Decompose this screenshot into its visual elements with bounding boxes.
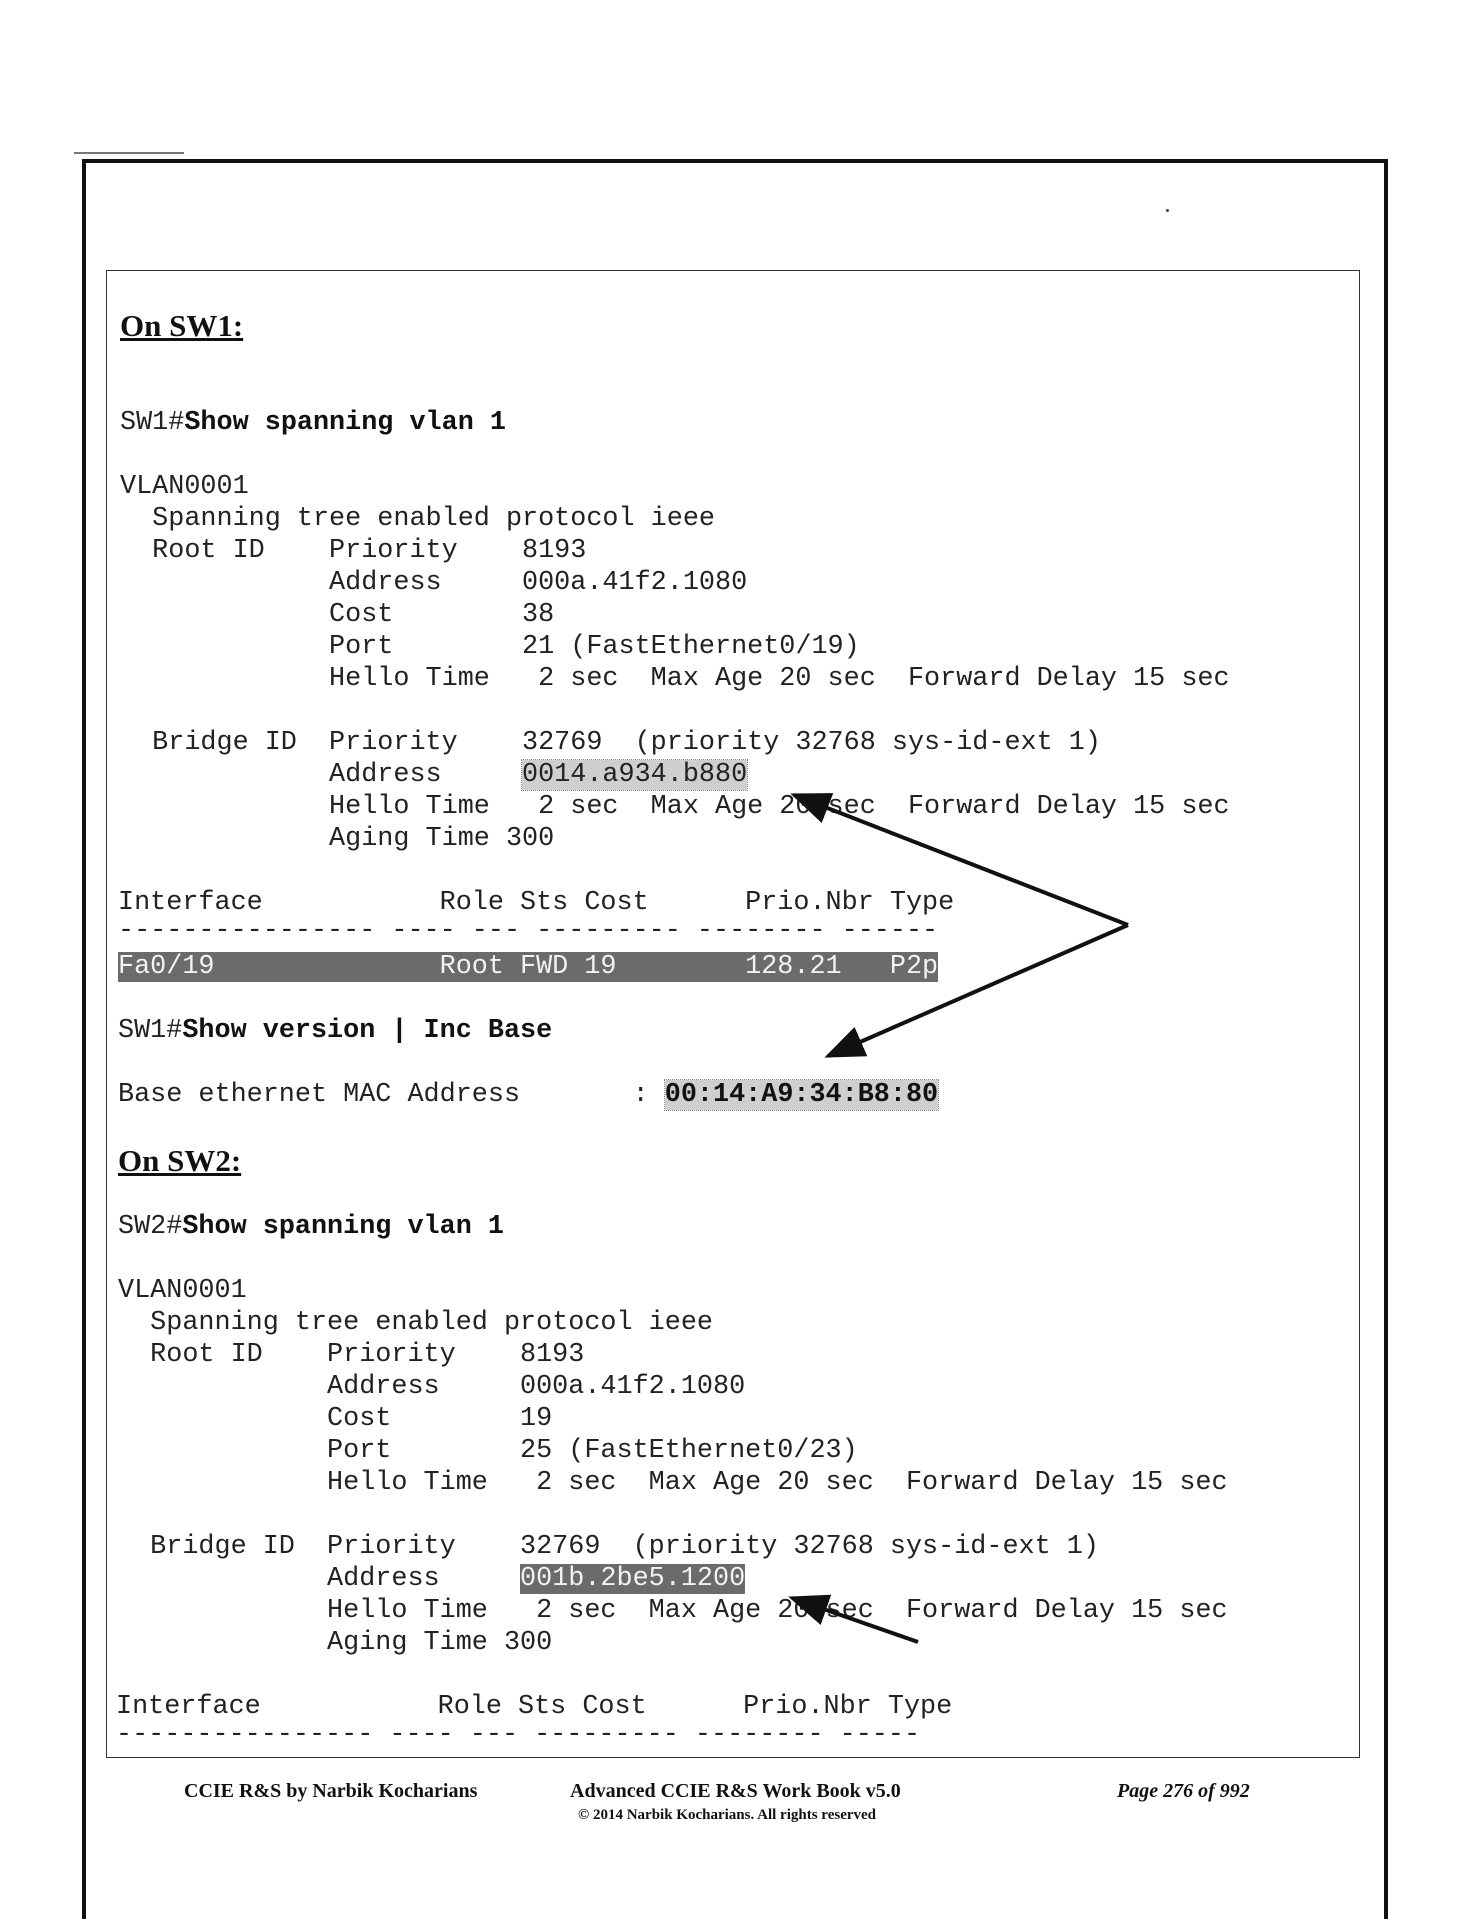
sw1-root-address: Address 000a.41f2.1080 [120, 568, 748, 598]
sw1-table-row [118, 951, 938, 983]
section-heading-sw2: On SW2: [118, 1143, 242, 1178]
sw2-bridge-priority: Bridge ID Priority 32769 (priority 32768 sys-id-ext 1) [118, 1532, 1099, 1562]
footer-page-number: Page 276 of 992 [1117, 1780, 1250, 1802]
sw1-root-cost: Cost 38 [120, 600, 555, 630]
sw2-vlan: VLAN0001 [118, 1276, 247, 1306]
scan-speck [1166, 209, 1169, 212]
sw2-command: Show spanning vlan 1 [182, 1212, 504, 1242]
sw1-bridge-hello: Hello Time 2 sec Max Age 20 sec Forward Delay 15 sec [120, 792, 1230, 822]
footer-author: CCIE R&S by Narbik Kocharians [184, 1780, 478, 1802]
footer-copyright: © 2014 Narbik Kocharians. All rights reserved [578, 1807, 877, 1823]
sw2-root-hello: Hello Time 2 sec Max Age 20 sec Forward Delay 15 sec [118, 1468, 1228, 1498]
sw1-root-hello: Hello Time 2 sec Max Age 20 sec Forward Delay 15 sec [120, 664, 1230, 694]
sw2-command-line [118, 1211, 504, 1243]
sw1-root-port-row-highlight: Fa0/19 Root FWD 19 128.21 P2p [118, 952, 939, 982]
sw1-command-2: Show version | Inc Base [182, 1016, 553, 1046]
sw2-table-header: Interface Role Sts Cost Prio.Nbr Type [116, 1692, 953, 1722]
sw1-base-mac-label: Base ethernet MAC Address : [118, 1080, 665, 1110]
sw2-root-port: Port 25 (FastEthernet0/23) [118, 1436, 858, 1466]
sw2-table-divider: ---------------- ---- --- --------- -------- ----- [116, 1720, 921, 1750]
sw1-vlan: VLAN0001 [120, 472, 249, 502]
sw1-root-port: Port 21 (FastEthernet0/19) [120, 632, 860, 662]
sw1-bridge-aging: Aging Time 300 [120, 824, 555, 854]
sw1-command: Show spanning vlan 1 [184, 408, 506, 438]
sw1-table-divider: ---------------- ---- --- --------- -------- ------ [118, 916, 939, 946]
sw2-bridge-address [118, 1563, 745, 1595]
sw2-protocol-line: Spanning tree enabled protocol ieee [118, 1308, 713, 1338]
sw1-bridge-address-label: Address [120, 760, 523, 790]
sw1-bridge-priority: Bridge ID Priority 32769 (priority 32768 sys-id-ext 1) [120, 728, 1101, 758]
sw2-bridge-mac-highlight: 001b.2be5.1200 [520, 1564, 746, 1594]
sw2-root-cost: Cost 19 [118, 1404, 553, 1434]
footer-book-title: Advanced CCIE R&S Work Book v5.0 [570, 1780, 901, 1802]
sw1-command-line [120, 407, 506, 439]
sw2-prompt: SW2# [118, 1212, 183, 1242]
sw1-bridge-address [120, 759, 747, 791]
sw2-bridge-hello: Hello Time 2 sec Max Age 20 sec Forward Delay 15 sec [118, 1596, 1228, 1626]
sw1-bridge-mac-highlight: 0014.a934.b880 [522, 760, 748, 790]
sw2-bridge-address-label: Address [118, 1564, 521, 1594]
scan-artifact-line [74, 152, 184, 154]
sw1-prompt: SW1# [120, 408, 185, 438]
sw1-protocol-line: Spanning tree enabled protocol ieee [120, 504, 715, 534]
section-heading-sw1: On SW1: [120, 308, 244, 343]
sw2-root-priority: Root ID Priority 8193 [118, 1340, 585, 1370]
sw2-bridge-aging: Aging Time 300 [118, 1628, 553, 1658]
sw1-show-version-line [118, 1015, 552, 1047]
sw1-root-priority: Root ID Priority 8193 [120, 536, 587, 566]
sw1-table-header: Interface Role Sts Cost Prio.Nbr Type [118, 888, 955, 918]
sw1-prompt-2: SW1# [118, 1016, 183, 1046]
sw1-base-mac-line [118, 1079, 938, 1111]
sw2-root-address: Address 000a.41f2.1080 [118, 1372, 746, 1402]
sw1-base-mac-highlight: 00:14:A9:34:B8:80 [664, 1080, 939, 1110]
